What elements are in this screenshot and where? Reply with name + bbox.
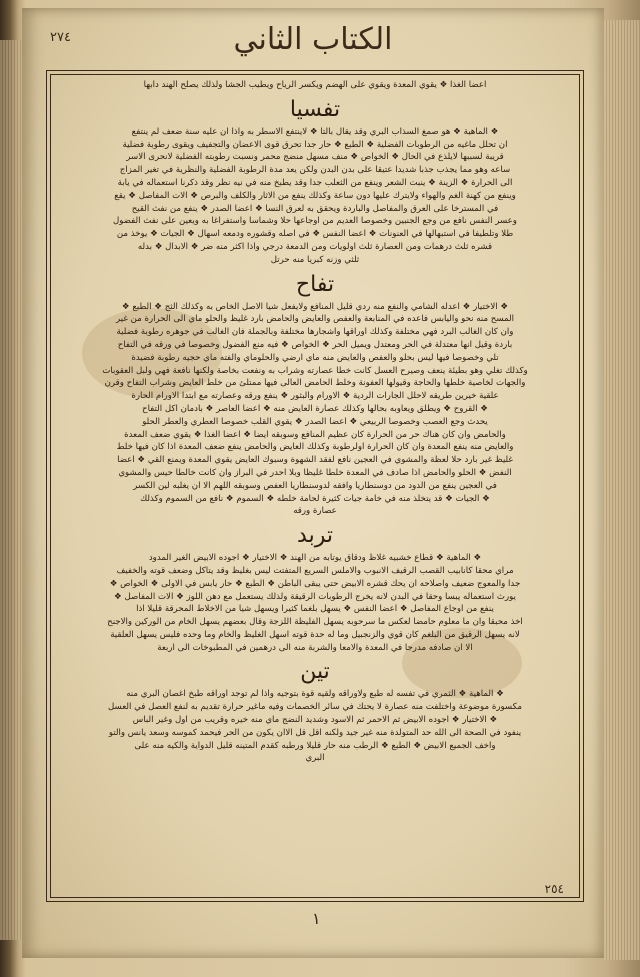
text-line: ساعه وهو مما يجذب جذبا شديدا عتيقا على بدن البدن ولكن يعد مدة الرطوبة الفضلية والنظرية في تغير المزاج (119, 165, 511, 176)
text-line: تلي وخصوصا فيها ليس بحلو والعفص والعايض منه ماي ارضي والحلوماي والفته ماي حجيه رطوبة فضيدة (131, 352, 499, 363)
text-line: وكذلك تغلي وهو بطيئة ينعف وصيرح العسل كانت خطا عصارته وشراب به ونفعت بخاصة ولكنها نافعة فهي ولبل العقوبات (102, 365, 528, 376)
text-line: مكسورة موضوعة واختلفت منه عصارة لا يحتك في سائر الخصمات وفيه ماغير حرارة تقديم به لنفع العصل في العسل (108, 702, 522, 713)
body-text (61, 79, 569, 893)
text-line: في العجين ينفع من الدود من دوسنطاريا وافقه لدوسنطاريا العفص وسوبقه اللهم الا ان يغلبه لين الكسر (133, 480, 497, 491)
section-heading: تفسيا (289, 96, 341, 122)
text-line: ينفع من اوجاع المفاصل ❖ اعضا النفس ❖ يسهل بلغما كثيرا ويسهل شيا من الاخلاط المحرقة قليلا اذا (136, 604, 494, 615)
text-line: البري (305, 753, 325, 764)
section-body (61, 688, 569, 765)
section-body (61, 301, 569, 519)
text-line: ❖ الاختيار ❖ اعدله الشامي والنفع منه ردي قليل المنافع ولايفعل شيا الاصل الخاص به وكذلك الثج ❖ الطبع ❖ (121, 301, 509, 312)
text-line: ❖ الماهية ❖ هو صمغ السذاب البري وقد يقال بالتا ❖ لاينتفع الاسطر به واذا ان عليه سنة ضعف لم ينتفع (131, 126, 499, 137)
text-line: النفض ❖ الحلو والحامض اذا صادف في المعدة خلطا غليظا وبلا احدر في البراز وان كانت خالطا حيس والمشوي (118, 467, 512, 478)
text-line: وعسر النفس نافع من وجع الجنبين وخصوصا العديم من اوجاعها حلا وشماسا واستفراغا به ويعين على نفث الفضول (113, 216, 517, 227)
text-line: عصارة ورقه (293, 506, 337, 517)
text-line: ❖ الجيات ❖ قد يتخلذ منه في خامة جيات كثيرة لحامة خلطه ❖ السموم ❖ نافع من السموم وكذلك (140, 493, 490, 504)
intro-line: اعضا الغذا ❖ يقوي المعدة ويقوي على الهضم ويكسر الرياح ويطيب الجشا ولذلك يصلح الهند دابها (143, 80, 487, 90)
text-line: ❖ الاختيار ❖ اجوده الابيض ثم الاحمر ثم الاسود وشديد النضج ماي منه خيره وقريب من اول وغير الباس (132, 715, 498, 726)
text-line: ثلثي وزنه كبريا منه حرتل (270, 254, 360, 265)
signature-mark: ١ (312, 909, 321, 928)
text-line: ❖ القروح ❖ ويطلق ويعاوبه بحالها وكذلك عصارة العايض منه ❖ اعضا العاصر ❖ بادمان اكل التفاح (142, 403, 488, 414)
text-line: وان كان الغالب البرد فهي مختلفة وكذلك اوراقها واشجارها مختلفة وبالجملة فان الغالب في جوهره رطوبة فضلية (116, 327, 514, 338)
text-line: اخذ محبقا وان ما معلوم حامضا لعكس ما سرحوبه يسهل الفليظة اللزجة وقال بعضهم يسهل الخام من الوركين والاجنح (107, 617, 523, 628)
section-heading: تين (300, 659, 330, 685)
section-heading: تربد (297, 523, 333, 549)
text-line: ان تحلل ماغيه من الرطوبات الفضلية ❖ الطبع ❖ حار جدا تحرق قوى الاعضان والتجفيف ويقوى رطوبة فضلية (122, 139, 508, 150)
running-head-title: الكتاب الثاني (233, 22, 393, 57)
text-line: قريبة لسببها لايلذع في الحال ❖ الخواص ❖ منف مسهل منضج محمر ونسبت رطوبته الفضلية لانحرى الاسر (126, 152, 504, 163)
section-heading: تفاح (295, 271, 335, 297)
text-line: يحدث وجع العصب وخصوصا الربيعي ❖ اعضا الصدر ❖ يقوي القلب خصوصا العطري والعطر الحلو (142, 416, 488, 427)
section-body (61, 126, 569, 267)
text-line: علقية خيرين طريقه لاحلل الجارات الردية ❖ الاورام والبثور ❖ ينفع ورقه وعصارته مع ابتدا الاورام الحارة (131, 391, 499, 402)
section-body (61, 552, 569, 654)
text-line: قشره ثلث درهمات ومن العصارة ثلث اولويات ومن الدمعة درجي واذا اكثر منه ضر ❖ الابدال ❖ بدله (137, 241, 493, 252)
text-line: الى الحرارة ❖ الزينة ❖ ينبت الشعر وينفع من الثعلب جدا وقد يطبخ منه في نيه نظر وقد ذكرنا استعماله في يابة (117, 177, 513, 188)
footer-page-number: ٢٥٤ (544, 882, 564, 896)
text-line: ❖ الماهية ❖ الثمري في تفسه له طبع ولاوراقه ولقيه قوة بتوجيه واذا لم توجد اوراقه طبخ اغصان البري منه (126, 689, 504, 700)
text-line: مراي محقا كانابيب القصب الرقيف الانبوب والاملس السريع المتفتت ليس بغليظ وقد يتاكل وضعف قوته والخفيف (116, 565, 514, 576)
text-line: لانه يسهل الرقيق من البلغم كان قوي والزنجبيل وما له حدة قوته اسهل الغليظ والخام وما وحده فليس يسهل العلقية (110, 629, 520, 640)
text-line: باردة وقيل انها معتدلة في الحر ومعتدل ويميل الحر ❖ الخواص ❖ فيه منع الفضول وخصوصا في ورقه في التفاح (117, 339, 513, 350)
text-line: ❖ الماهية ❖ قطاع خشبيه غلاظ ودقاق يوتابه من الهند ❖ الاختيار ❖ اجوده الابيض الغير المدود (148, 553, 482, 564)
text-line: والحامض وان كان هناك حر من الحرارة كان عظيم المنافع وسوبقه ايضا ❖ اعضا الغذا ❖ يقوي ضعف المعدة (124, 429, 506, 440)
text-frame (50, 74, 580, 898)
page (22, 8, 604, 958)
text-line: طلا وتلطيفا في استبهالها في العنونات ❖ اعضا النفس ❖ في اصله وقشوره ودمعه اسهال ❖ الجيات ❖ يوخذ من (116, 229, 514, 240)
text-line: واخف الجميع الابيض ❖ الطبع ❖ الرطب منه حار قليلا ورطبه كقدم المتينه قليل الدواية والكيه منه على (134, 740, 496, 751)
text-line: في المسترخا على العرق والمفاصل والباردة ويحقق به لعرق النسا ❖ اعضا الصدر ❖ ينفع من نفث القيح (131, 203, 499, 214)
left-page-edge (0, 40, 24, 940)
page-number: ٢٧٤ (50, 30, 71, 45)
running-head (22, 22, 604, 57)
text-line: جدا والمعوج ضعيف واصلاحه ان يحك قشره الابيض حتى يبقى الباطن ❖ الطبع ❖ حار يابس في الاولى ❖ الخواص ❖ (109, 578, 521, 589)
text-line: والجهات لخاصية خلطها والحاجة وقيولها العفونة وخلط الحامض العالى فيها ممتلئ من خلط العايض وشراب التفاح وقرن (104, 378, 526, 389)
text-line: والعايض منه ينفع المعدة وان كان الحرارة اولرطوبة وكذلك العايض والحامض ينفع ضعف المعدة اذا كان فيها خلط (116, 442, 514, 453)
right-page-edges (604, 20, 640, 960)
text-line: المسح منه نحو واليابس فاعده في المنابعة والعفص والعايض والحامض بارد غليظ والحلو ماي الى الحرارة من غير (116, 314, 514, 325)
text-line: ينفود في الصحة الى الله حد المتولدة منه غير جيد ولكنه اقل قل الاان يكون من الحر فيحمد كموسه وسعد يانس والتو (108, 727, 522, 738)
text-line: وينفع من كهنة الغم والهواء ولايترك عليها دون ساعة وكذلك ينفع من الاثار والكلف والبرص ❖ الات المفاصل ❖ يقع (114, 190, 516, 201)
text-line: يورث استعماله يبسا وحقا في البدن لانه يخرج الرطوبات الرقيقة ولذلك يستعمل مع دهن اللوز ❖ الات المفاصل ❖ (114, 591, 516, 602)
text-line: غليظ غير بارد حلا لعظة والمشوي في العجين نافع لفقد الشهوة وسبوك العايض يقوي المعدة ويمنع القي ❖ اعضا (117, 455, 513, 466)
text-line: الا ان صادفه مدرجا في المعدة والامعا والشربة منه الى درهمين في المطبوخات الى اربعة (157, 642, 473, 653)
